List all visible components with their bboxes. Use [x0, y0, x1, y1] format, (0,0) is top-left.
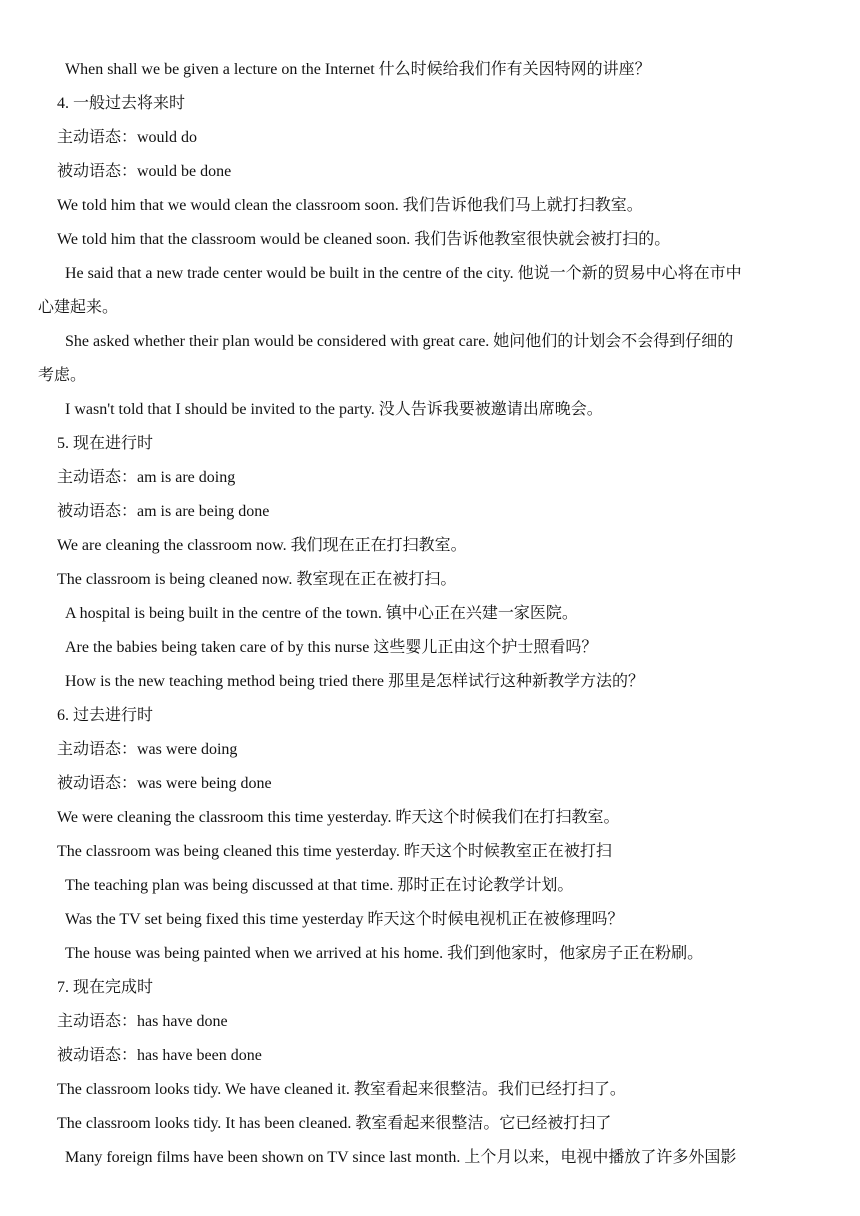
example-sentence: When shall we be given a lecture on the Internet 什么时候给我们作有关因特网的讲座？ [65, 61, 651, 78]
example-sentence: We told him that the classroom would be cleaned soon. 我们告诉他教室很快就会被打扫的。 [57, 231, 671, 248]
section-heading-7: 7. 现在完成时 [57, 979, 154, 996]
example-sentence: Many foreign films have been shown on TV since last month. 上个月以来，电视中播放了许多外国影 [65, 1149, 737, 1166]
example-sentence: The classroom looks tidy. It has been cleaned. 教室看起来很整洁。它已经被打扫了 [57, 1115, 612, 1132]
example-sentence-continued: 考虑。 [38, 367, 87, 384]
section-heading-6: 6. 过去进行时 [57, 707, 154, 724]
active-voice-form: 主动语态：was were doing [57, 741, 238, 758]
example-sentence: A hospital is being built in the centre of the town. 镇中心正在兴建一家医院。 [65, 605, 578, 622]
example-sentence: We were cleaning the classroom this time yesterday. 昨天这个时候我们在打扫教室。 [57, 809, 620, 826]
passive-voice-form: 被动语态：was were being done [57, 775, 272, 792]
example-sentence: The house was being painted when we arrived at his home. 我们到他家时，他家房子正在粉刷。 [65, 945, 704, 962]
passive-voice-form: 被动语态：am is are being done [57, 503, 270, 520]
example-sentence: I wasn't told that I should be invited to the party. 没人告诉我要被邀请出席晚会。 [65, 401, 603, 418]
example-sentence: Was the TV set being fixed this time yesterday 昨天这个时候电视机正在被修理吗？ [65, 911, 624, 928]
example-sentence: How is the new teaching method being tried there 那里是怎样试行这种新教学方法的？ [65, 673, 645, 690]
example-sentence: Are the babies being taken care of by this nurse 这些婴儿正由这个护士照看吗？ [65, 639, 598, 656]
section-heading-4: 4. 一般过去将来时 [57, 95, 186, 112]
example-sentence: We told him that we would clean the classroom soon. 我们告诉他我们马上就打扫教室。 [57, 197, 643, 214]
example-sentence: The classroom is being cleaned now. 教室现在正在被打扫。 [57, 571, 457, 588]
active-voice-form: 主动语态：am is are doing [57, 469, 236, 486]
example-sentence: He said that a new trade center would be built in the centre of the city. 他说一个新的贸易中心将在市中 [65, 265, 742, 282]
example-sentence: The teaching plan was being discussed at that time. 那时正在讨论教学计划。 [65, 877, 574, 894]
active-voice-form: 主动语态：has have done [57, 1013, 228, 1030]
example-sentence: She asked whether their plan would be considered with great care. 她问他们的计划会不会得到仔细的 [65, 333, 734, 350]
example-sentence: The classroom was being cleaned this time yesterday. 昨天这个时候教室正在被打扫 [57, 843, 612, 860]
example-sentence: We are cleaning the classroom now. 我们现在正在打扫教室。 [57, 537, 467, 554]
passive-voice-form: 被动语态：would be done [57, 163, 232, 180]
passive-voice-form: 被动语态：has have been done [57, 1047, 262, 1064]
active-voice-form: 主动语态：would do [57, 129, 198, 146]
section-heading-5: 5. 现在进行时 [57, 435, 154, 452]
example-sentence: The classroom looks tidy. We have cleaned it. 教室看起来很整洁。我们已经打扫了。 [57, 1081, 626, 1098]
example-sentence-continued: 心建起来。 [38, 299, 119, 316]
